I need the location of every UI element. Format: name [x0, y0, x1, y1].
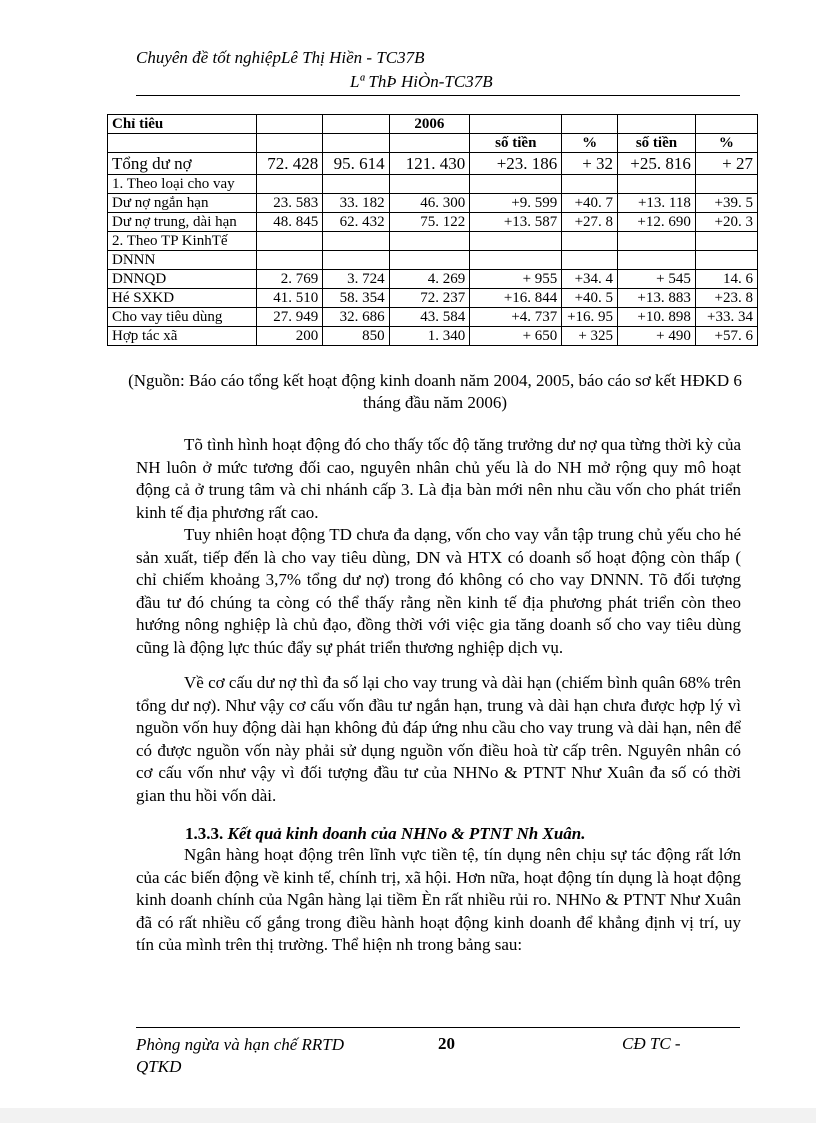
value-cell: +27. 8	[562, 213, 618, 232]
value-cell	[470, 115, 562, 134]
value-cell: 46. 300	[389, 194, 470, 213]
row-label-cell: Cho vay tiêu dùng	[108, 308, 257, 327]
table-row	[108, 308, 758, 327]
section-paragraph-text: Ngân hàng hoạt động trên lĩnh vực tiền tệ, tín dụng nên chịu sự tác động rất lớn của các biến động về kinh tế, chính trị, xã hội. Hơn nữa, hoạt động tín dụng là hoạt động kinh doanh chính của Ngân hàng lại tiềm Èn rất nhiều rủi ro. NHNo & PTNT Như Xuân đã có rất nhiều cố gắng trong điều hành hoạt động kinh doanh để khẳng định vị trí, uy tín của mình trên thị trường. Thể hiện nh trong bảng sau:	[136, 845, 741, 954]
footer-right: CĐ TC -	[622, 1034, 681, 1053]
row-label-cell: DNNN	[108, 251, 257, 270]
value-cell	[256, 232, 322, 251]
value-cell	[256, 134, 322, 153]
value-cell	[323, 232, 389, 251]
table-row	[108, 175, 758, 194]
value-cell	[256, 115, 322, 134]
value-cell: 32. 686	[323, 308, 389, 327]
value-cell: +25. 816	[618, 153, 696, 175]
value-cell: + 325	[562, 327, 618, 346]
value-cell	[695, 175, 757, 194]
value-cell: +40. 5	[562, 289, 618, 308]
value-cell: +57. 6	[695, 327, 757, 346]
value-cell: 43. 584	[389, 308, 470, 327]
row-label-cell: Dư nợ trung, dài hạn	[108, 213, 257, 232]
value-cell	[618, 232, 696, 251]
value-cell: số tiền	[618, 134, 696, 153]
value-cell: 95. 614	[323, 153, 389, 175]
row-label-cell: 2. Theo TP KinhTế	[108, 232, 257, 251]
value-cell: + 955	[470, 270, 562, 289]
value-cell: 33. 182	[323, 194, 389, 213]
value-cell	[562, 232, 618, 251]
value-cell	[389, 251, 470, 270]
value-cell: 62. 432	[323, 213, 389, 232]
row-label-cell	[108, 134, 257, 153]
table-row	[108, 251, 758, 270]
value-cell: số tiền	[470, 134, 562, 153]
value-cell: 3. 724	[323, 270, 389, 289]
value-cell	[256, 175, 322, 194]
value-cell	[256, 251, 322, 270]
value-cell: +13. 883	[618, 289, 696, 308]
page-edge	[0, 1108, 816, 1123]
header-rule	[136, 95, 740, 96]
paragraph-3-text: Về cơ cấu dư nợ thì đa số lại cho vay trung và dài hạn (chiếm bình quân 68% trên tổng dư nợ). Như vậy cơ cấu vốn đầu tư ngắn hạn, trung và dài hạn chưa được hợp lý vì nguồn vốn huy động dài hạn không đủ đáp ứng nhu cầu cho vay trung và dài hạn, nên để có được nguồn vốn này phải sử dụng nguồn vốn điều hoà từ cấp trên. Nguyên nhân có cơ cấu vốn như vậy vì đối tượng đầu tư của NHNo & PTNT Như Xuân đa số có thời gian thu hồi vốn dài.	[136, 673, 741, 805]
table-row	[108, 289, 758, 308]
row-label-cell: Dư nợ ngắn hạn	[108, 194, 257, 213]
value-cell: + 545	[618, 270, 696, 289]
value-cell	[389, 232, 470, 251]
value-cell: +16. 95	[562, 308, 618, 327]
footer-left-line-2: QTKD	[136, 1057, 182, 1076]
value-cell	[695, 251, 757, 270]
value-cell: +10. 898	[618, 308, 696, 327]
value-cell: + 490	[618, 327, 696, 346]
value-cell: + 650	[470, 327, 562, 346]
value-cell: 14. 6	[695, 270, 757, 289]
value-cell: +4. 737	[470, 308, 562, 327]
section-heading	[185, 824, 586, 844]
table-row	[108, 232, 758, 251]
value-cell: %	[695, 134, 757, 153]
value-cell	[389, 134, 470, 153]
footer-rule	[136, 1027, 740, 1028]
table-header-row-2	[108, 134, 758, 153]
section-paragraph	[136, 844, 741, 957]
value-cell	[618, 251, 696, 270]
value-cell: +23. 8	[695, 289, 757, 308]
paragraph-1-text: Tõ tình hình hoạt động đó cho thấy tốc độ tăng trưởng dư nợ qua từng thời kỳ của NH luôn ở mức tương đối cao, nguyên nhân chủ yếu là do NH mở rộng quy mô hoạt động cả ở trung tâm và chi nhánh cấp 3. Là địa bàn mới nên nhu cầu vốn cho phát triển kinh tế địa phương rất cao.	[136, 435, 741, 522]
paragraph-2	[136, 524, 741, 659]
value-cell: +13. 118	[618, 194, 696, 213]
value-cell: +33. 34	[695, 308, 757, 327]
value-cell: 23. 583	[256, 194, 322, 213]
table-row	[108, 270, 758, 289]
value-cell: 72. 428	[256, 153, 322, 175]
value-cell: +20. 3	[695, 213, 757, 232]
value-cell: +16. 844	[470, 289, 562, 308]
section-number: 1.3.3.	[185, 824, 224, 843]
value-cell: 75. 122	[389, 213, 470, 232]
value-cell: 2. 769	[256, 270, 322, 289]
value-cell	[618, 175, 696, 194]
section-title: Kết quả kinh doanh của NHNo & PTNT Nh Xuân.	[227, 824, 586, 843]
footer-left	[136, 1034, 344, 1078]
value-cell: 1. 340	[389, 327, 470, 346]
value-cell: 58. 354	[323, 289, 389, 308]
value-cell: 27. 949	[256, 308, 322, 327]
value-cell: +13. 587	[470, 213, 562, 232]
header-line-2: Lª ThÞ HiÒn-TC37B	[350, 72, 493, 91]
value-cell: 121. 430	[389, 153, 470, 175]
source-note: (Nguồn: Báo cáo tổng kết hoạt động kinh doanh năm 2004, 2005, báo cáo sơ kết HĐKD 6 tháng đầu năm 2006)	[128, 371, 742, 412]
value-cell	[470, 232, 562, 251]
value-cell: 41. 510	[256, 289, 322, 308]
table-row	[108, 194, 758, 213]
value-cell	[470, 251, 562, 270]
value-cell: 4. 269	[389, 270, 470, 289]
value-cell: 2006	[389, 115, 470, 134]
row-label-cell: Hợp tác xã	[108, 327, 257, 346]
value-cell: +9. 599	[470, 194, 562, 213]
value-cell: +12. 690	[618, 213, 696, 232]
footer-left-line-1: Phòng ngừa và hạn chế RRTD	[136, 1035, 345, 1054]
value-cell	[695, 115, 757, 134]
value-cell	[323, 251, 389, 270]
value-cell: 200	[256, 327, 322, 346]
table-row	[108, 327, 758, 346]
value-cell	[323, 115, 389, 134]
table-header-row-1	[108, 115, 758, 134]
value-cell	[389, 175, 470, 194]
row-label-cell: 1. Theo loại cho vay	[108, 175, 257, 194]
value-cell	[323, 134, 389, 153]
row-label-cell: Hé SXKD	[108, 289, 257, 308]
value-cell: + 27	[695, 153, 757, 175]
value-cell: +34. 4	[562, 270, 618, 289]
value-cell	[323, 175, 389, 194]
row-label-cell: DNNQD	[108, 270, 257, 289]
value-cell	[470, 175, 562, 194]
table-row	[108, 153, 758, 175]
paragraph-1	[136, 434, 741, 524]
value-cell: +23. 186	[470, 153, 562, 175]
row-label-cell: Chỉ tiêu	[108, 115, 257, 134]
page-number: 20	[438, 1034, 455, 1053]
value-cell: 850	[323, 327, 389, 346]
paragraph-2-text: Tuy nhiên hoạt động TD chưa đa dạng, vốn cho vay vẫn tập trung chủ yếu cho hé sản xuất, tiếp đến là cho vay tiêu dùng, DN và HTX có doanh số hoạt động còn thấp ( chỉ chiếm khoảng 3,7% tổng dư nợ) trong đó không có cho vay DNNN. Tõ đối tượng đầu tư đó chúng ta còng có thể thấy rằng nền kinh tế địa phương phát triển còn theo hướng nông nghiệp là chủ đạo, đồng thời với việc gia tăng doanh số cho vay tiêu dùng cũng là động lực thúc đẩy sự phát triển thương nghiệp dịch vụ.	[136, 525, 741, 657]
value-cell: +39. 5	[695, 194, 757, 213]
value-cell: 72. 237	[389, 289, 470, 308]
value-cell	[695, 232, 757, 251]
value-cell: %	[562, 134, 618, 153]
value-cell	[562, 251, 618, 270]
value-cell: +40. 7	[562, 194, 618, 213]
loan-balance-table	[107, 114, 758, 346]
value-cell	[562, 115, 618, 134]
value-cell	[618, 115, 696, 134]
paragraph-3	[136, 672, 741, 807]
value-cell: 48. 845	[256, 213, 322, 232]
value-cell: + 32	[562, 153, 618, 175]
header-line-1: Chuyên đề tốt nghiệpLê Thị Hiền - TC37B	[136, 48, 425, 67]
table-row	[108, 213, 758, 232]
value-cell	[562, 175, 618, 194]
row-label-cell: Tổng dư nợ	[108, 153, 257, 175]
